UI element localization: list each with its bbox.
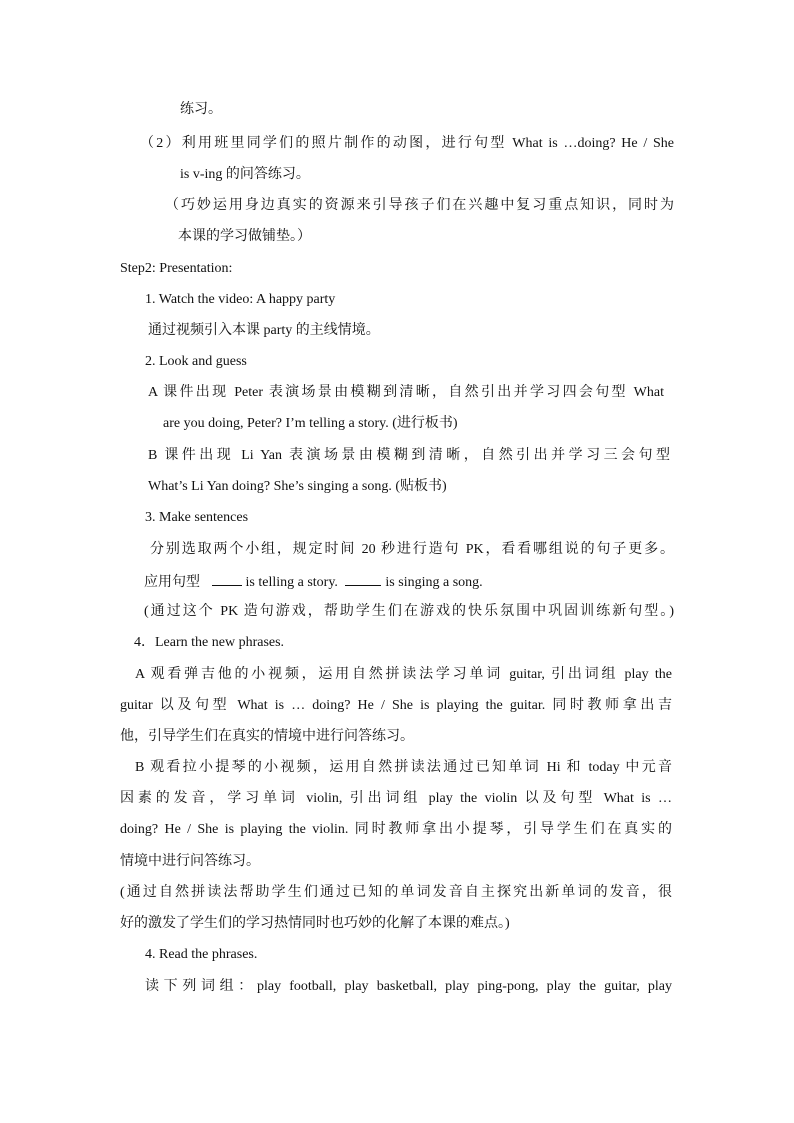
annotation-line: （巧妙运用身边真实的资源来引导孩子们在兴趣中复习重点知识，同时为 <box>165 198 674 213</box>
section-heading: Step2: Presentation: <box>120 261 233 276</box>
list-item: 1. Watch the video: A happy party <box>145 292 336 307</box>
text-line: What’s Li Yan doing? She’s singing a song. (贴板书) <box>148 479 447 494</box>
list-item: 3. Make sentences <box>145 510 249 525</box>
sentence-pattern-line <box>144 571 483 591</box>
text-fragment: is telling a story. <box>245 575 338 590</box>
text-line: （2）利用班里同学们的照片制作的动图，进行句型 What is …doing? He / She <box>140 136 674 151</box>
text-line: B 观看拉小提琴的小视频，运用自然拼读法通过已知单词 Hi 和 today 中元音 <box>135 760 672 775</box>
text-fragment: is singing a song. <box>385 575 483 590</box>
annotation-line: 好的激发了学生们的学习热情同时也巧妙的化解了本课的难点。) <box>120 916 510 931</box>
text-line: guitar 以及句型 What is … doing? He / She is playing the guitar. 同时教师拿出吉 <box>120 698 672 713</box>
text-line: B 课件出现 Li Yan 表演场景由模糊到清晰，自然引出并学习三会句型 <box>148 448 670 463</box>
text-line: 因素的发音，学习单词 violin, 引出词组 play the violin 以及句型 What is … <box>120 791 672 806</box>
text-line: is v-ing 的问答练习。 <box>180 167 310 182</box>
text-line: 他，引导学生们在真实的情境中进行问答练习。 <box>120 729 414 744</box>
text-line: doing? He / She is playing the violin. 同时教师拿出小提琴，引导学生们在真实的 <box>120 822 672 837</box>
text-line: A 观看弹吉他的小视频，运用自然拼读法学习单词 guitar, 引出词组 play the <box>135 667 672 682</box>
annotation-line: 本课的学习做铺垫。） <box>178 229 311 244</box>
list-item: 4．Learn the new phrases. <box>134 635 285 650</box>
annotation-line: (通过这个 PK 造句游戏，帮助学生们在游戏的快乐氛围中巩固训练新句型。) <box>144 604 674 619</box>
text-line: 练习。 <box>180 102 222 117</box>
text-line: are you doing, Peter? I’m telling a story. (进行板书) <box>163 416 458 431</box>
text-line: 情境中进行问答练习。 <box>120 854 260 869</box>
fill-blank <box>345 571 381 586</box>
text-fragment: 应用句型 <box>144 575 200 590</box>
text-line: 通过视频引入本课 party 的主线情境。 <box>148 323 380 338</box>
fill-blank <box>212 571 242 586</box>
list-item: 2. Look and guess <box>145 354 247 369</box>
text-line: 读下列词组：play football, play basketball, play ping-pong, play the guitar, play <box>145 979 672 994</box>
text-line: 分别选取两个小组，规定时间 20 秒进行造句 PK，看看哪组说的句子更多。 <box>150 542 674 557</box>
list-item: 4. Read the phrases. <box>145 947 258 962</box>
text-line: A 课件出现 Peter 表演场景由模糊到清晰，自然引出并学习四会句型 What <box>148 385 664 400</box>
annotation-line: (通过自然拼读法帮助学生们通过已知的单词发音自主探究出新单词的发音，很 <box>120 885 672 900</box>
